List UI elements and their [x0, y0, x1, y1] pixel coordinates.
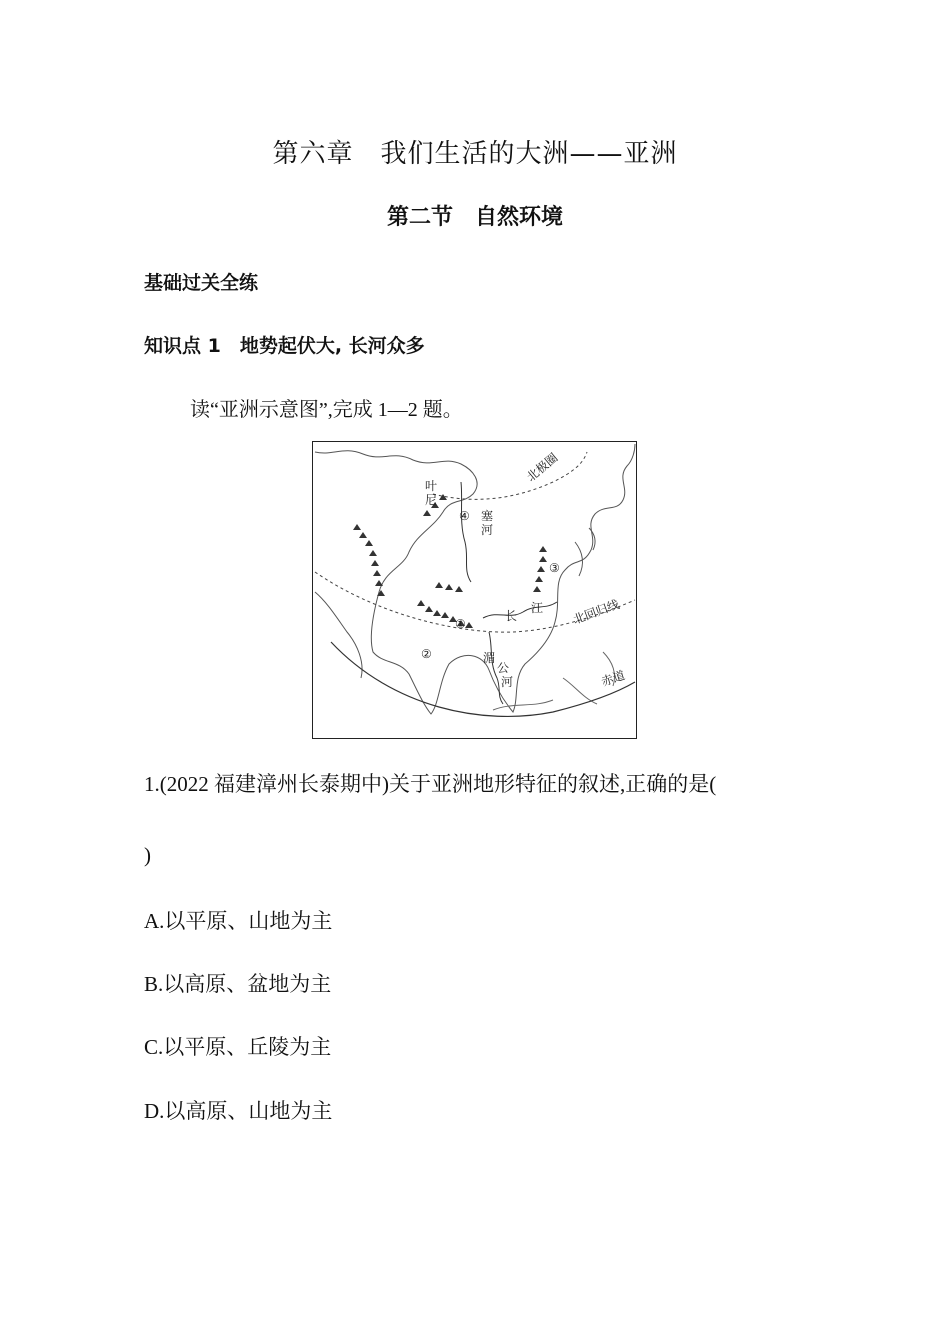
tropic-label: 北回归线 [571, 597, 622, 627]
knowledge-point-heading: 知识点 1 地势起伏大, 长河众多 [144, 335, 425, 357]
marker-2: ② [421, 647, 432, 661]
marker-3: ③ [549, 561, 560, 575]
east-asian-mountains [533, 546, 547, 592]
option-c[interactable]: C.以平原、丘陵为主 [144, 1035, 332, 1059]
coastline [315, 444, 635, 714]
option-a[interactable]: A.以平原、山地为主 [144, 909, 333, 933]
equator-label: 赤道 [599, 668, 627, 689]
marker-4: ④ [459, 509, 470, 523]
question-answer-bracket: ) [144, 843, 151, 867]
practice-heading: 基础过关全练 [144, 272, 259, 294]
ural-mountains [353, 524, 385, 596]
mekong-label-1: 湄 [483, 651, 496, 665]
option-b[interactable]: B.以高原、盆地为主 [144, 972, 332, 996]
asia-map [313, 442, 636, 738]
question-intro: 读“亚洲示意图”,完成 1—2 题。 [190, 399, 463, 421]
tropic-of-cancer-line [315, 572, 635, 632]
chapter-title: 第六章 我们生活的大洲——亚洲 [272, 139, 678, 169]
mekong-label-3: 河 [501, 675, 514, 689]
arctic-circle-line [433, 452, 587, 499]
yenisei-label-1: 叶 [425, 479, 438, 493]
yangtze-label-1: 长 [505, 609, 518, 623]
arctic-circle-label: 北极圈 [523, 450, 561, 485]
mekong-label-2: 公 [497, 661, 510, 675]
asia-map-figure [312, 441, 637, 739]
mountain-ranges [353, 494, 547, 628]
marker-1: ① [455, 617, 466, 631]
option-d[interactable]: D.以高原、山地为主 [144, 1099, 333, 1123]
question-stem: 1.(2022 福建漳州长泰期中)关于亚洲地形特征的叙述,正确的是( [144, 772, 717, 796]
yangtze-label-2: 江 [531, 601, 544, 615]
section-title: 第二节 自然环境 [386, 205, 563, 230]
yenisei-label-2: 尼 [425, 493, 438, 507]
arabia-coast [315, 592, 362, 678]
yenisei-label-3: 塞 [481, 509, 494, 523]
yenisei-label-4: 河 [481, 523, 494, 537]
yangtze-river [483, 602, 557, 618]
